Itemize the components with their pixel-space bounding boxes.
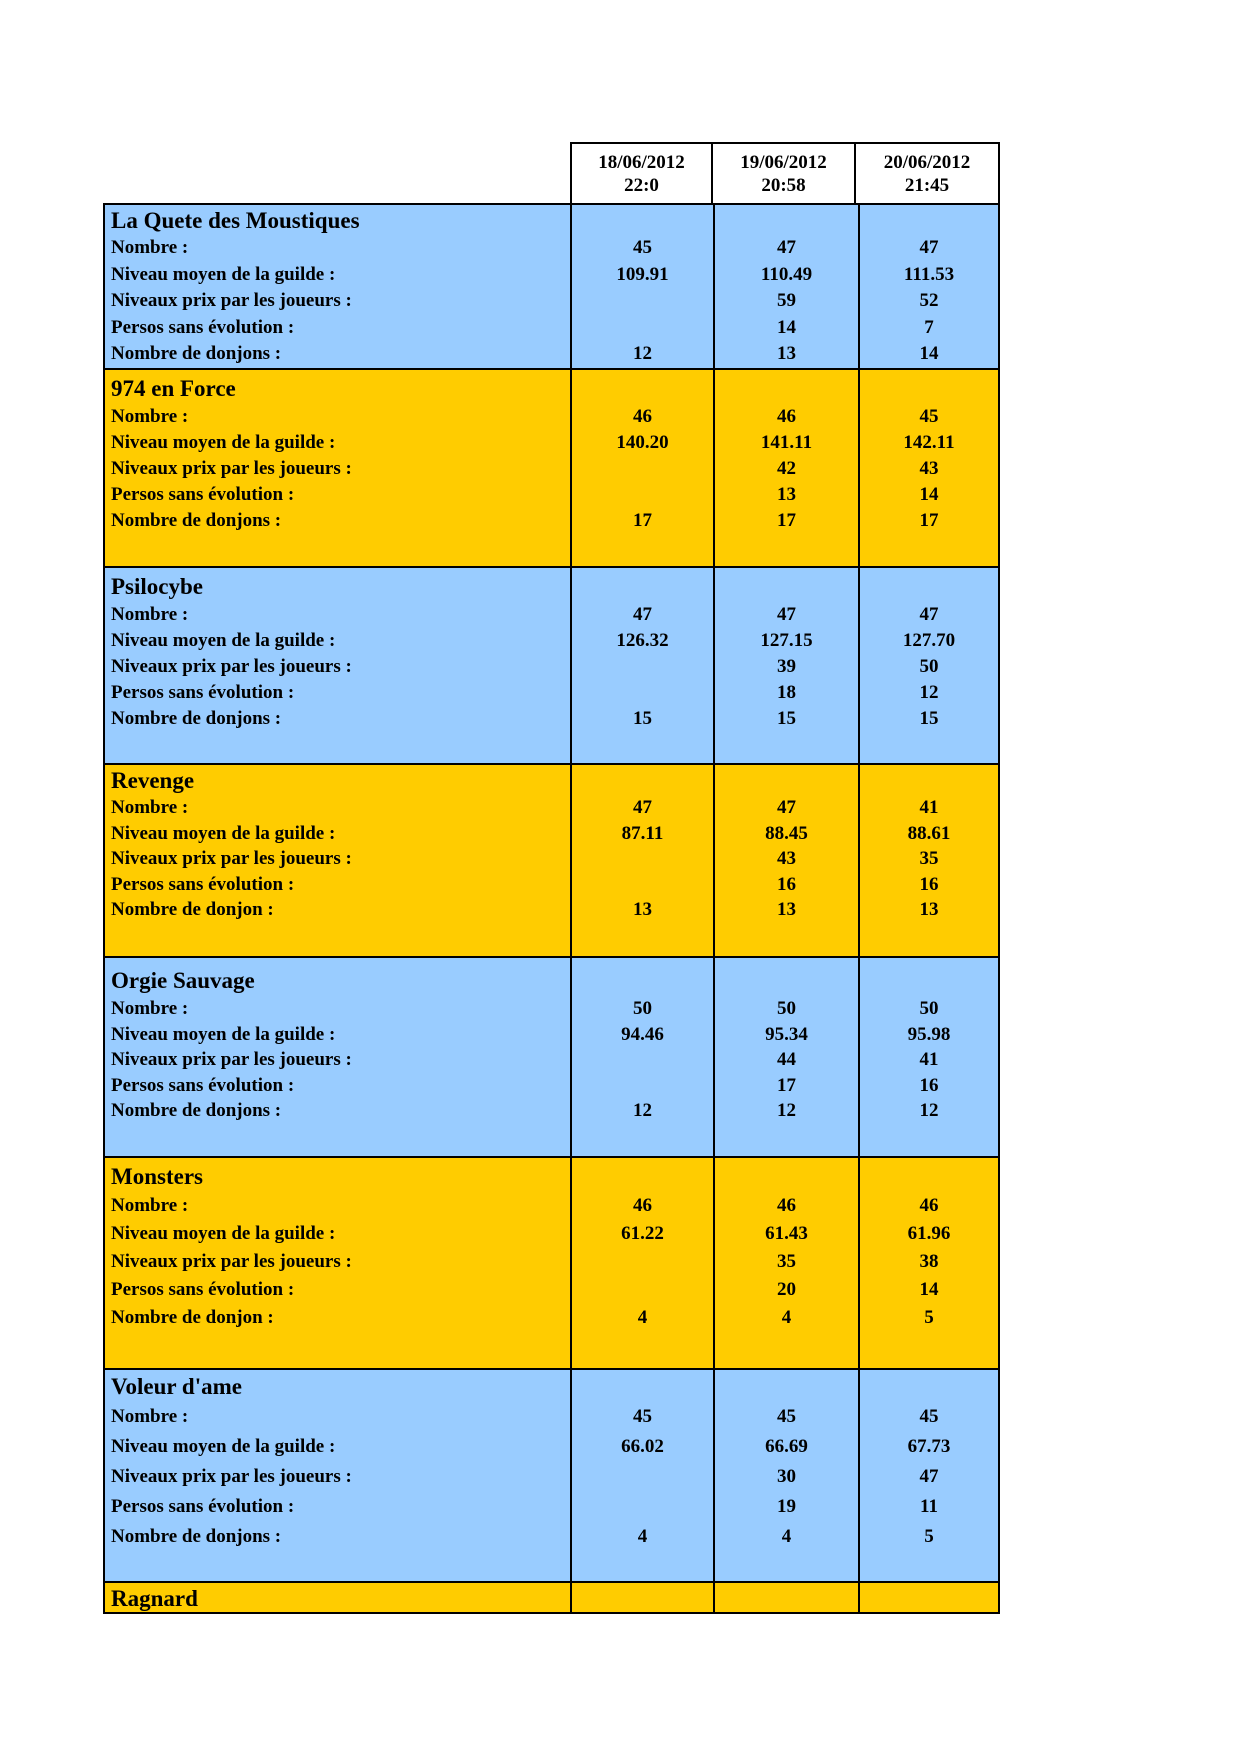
value-column-3 — [860, 765, 998, 956]
cell-value: 12 — [777, 1100, 796, 1121]
title-spacer — [715, 572, 858, 602]
cell-value: 17 — [777, 510, 796, 531]
guild-label-column — [105, 568, 572, 763]
row-label: Nombre : — [111, 604, 189, 625]
cell-value: 12 — [919, 682, 939, 703]
cell-value: 14 — [919, 484, 939, 505]
cell-value: 45 — [777, 1406, 796, 1427]
row-label: Nombre de donjons : — [111, 1526, 282, 1547]
row-label: Niveau moyen de la guilde : — [111, 1023, 336, 1045]
cell-value: 4 — [637, 1307, 648, 1328]
cell-value: 44 — [777, 1049, 796, 1070]
row-label: Niveaux prix par les joueurs : — [111, 290, 352, 311]
header-time: 20:58 — [761, 174, 806, 196]
cell-value: 45 — [919, 406, 939, 427]
cell-value: 46 — [633, 406, 652, 427]
cell-value: 46 — [777, 1195, 796, 1216]
cell-value: 13 — [777, 484, 796, 505]
title-spacer — [715, 1585, 858, 1613]
cell-value — [572, 872, 713, 898]
row-label: Niveaux prix par les joueurs : — [111, 1251, 352, 1272]
row-label: Persos sans évolution : — [111, 682, 295, 703]
cell-value — [572, 846, 713, 872]
cell-value: 50 — [633, 998, 652, 1019]
cell-value: 127.15 — [760, 630, 813, 651]
cell-value: 126.32 — [616, 630, 669, 651]
guild-name: Revenge — [111, 768, 195, 793]
cell-value: 46 — [777, 406, 796, 427]
cell-value: 16 — [919, 1074, 939, 1096]
row-label: Persos sans évolution : — [111, 1279, 295, 1300]
guild-name: Psilocybe — [111, 574, 203, 599]
guild-label-column — [105, 1370, 572, 1581]
row-label: Niveau moyen de la guilde : — [111, 630, 336, 651]
title-spacer — [572, 1162, 713, 1192]
value-column-2 — [715, 1158, 860, 1368]
guild-label-column — [105, 205, 572, 368]
title-spacer — [860, 207, 998, 235]
header-date: 19/06/2012 — [740, 151, 827, 173]
header-time: 22:0 — [624, 174, 659, 196]
cell-value: 12 — [633, 343, 652, 364]
cell-value: 14 — [919, 1279, 939, 1300]
cell-value — [572, 680, 713, 706]
cell-value: 18 — [777, 682, 796, 703]
cell-value: 14 — [777, 316, 796, 338]
cell-value: 38 — [919, 1251, 939, 1272]
value-column-1 — [572, 1158, 715, 1368]
title-spacer — [572, 572, 713, 602]
title-spacer — [715, 207, 858, 235]
row-label: Nombre : — [111, 406, 189, 427]
cell-value: 35 — [777, 1251, 796, 1272]
guild-name: La Quete des Moustiques — [111, 208, 360, 233]
cell-value: 39 — [777, 656, 796, 677]
cell-value: 66.69 — [765, 1436, 808, 1457]
cell-value: 15 — [919, 708, 939, 729]
header-time: 21:45 — [904, 174, 950, 196]
value-column-3 — [860, 568, 998, 763]
cell-value: 95.34 — [765, 1023, 808, 1045]
guild-section-revenge — [103, 763, 1000, 958]
cell-value: 15 — [633, 708, 652, 729]
row-label: Persos sans évolution : — [111, 484, 295, 505]
cell-value — [572, 654, 713, 680]
cell-value: 52 — [919, 290, 939, 311]
value-column-1 — [572, 765, 715, 956]
value-column-2 — [715, 1370, 860, 1581]
date-header-cell — [713, 144, 856, 203]
row-label: Nombre de donjon : — [111, 1307, 274, 1328]
cell-value: 45 — [633, 1406, 652, 1427]
cell-value: 50 — [919, 998, 939, 1019]
row-label: Niveau moyen de la guilde : — [111, 432, 336, 453]
cell-value: 13 — [919, 899, 939, 920]
title-spacer — [572, 374, 713, 404]
value-column-2 — [715, 958, 860, 1156]
date-header-row — [570, 142, 1000, 205]
cell-value: 140.20 — [616, 432, 669, 453]
cell-value: 17 — [919, 510, 939, 531]
value-column-1 — [572, 205, 715, 368]
value-column-3 — [860, 370, 998, 566]
cell-value: 47 — [919, 237, 939, 258]
cell-value: 66.02 — [621, 1436, 664, 1457]
row-label: Persos sans évolution : — [111, 1074, 295, 1096]
guild-label-column — [105, 1583, 572, 1612]
guild-section-974-en-force — [103, 368, 1000, 568]
cell-value: 12 — [919, 1100, 939, 1121]
guild-section-orgie-sauvage — [103, 956, 1000, 1158]
row-label: Niveau moyen de la guilde : — [111, 822, 336, 844]
cell-value: 5 — [924, 1526, 934, 1547]
row-label: Niveaux prix par les joueurs : — [111, 848, 352, 869]
cell-value: 45 — [919, 1406, 939, 1427]
cell-value: 20 — [777, 1279, 796, 1300]
cell-value: 15 — [777, 708, 796, 729]
date-header-cell — [572, 144, 713, 203]
cell-value — [572, 456, 713, 482]
cell-value — [572, 315, 713, 342]
guild-name: Voleur d'ame — [111, 1374, 242, 1399]
row-label: Nombre de donjons : — [111, 510, 282, 531]
cell-value — [572, 1248, 713, 1276]
cell-value — [572, 288, 713, 315]
header-date: 20/06/2012 — [883, 151, 971, 173]
cell-value: 88.45 — [765, 822, 808, 844]
cell-value: 61.43 — [765, 1223, 808, 1244]
cell-value: 50 — [919, 656, 939, 677]
row-label: Niveau moyen de la guilde : — [111, 1436, 336, 1457]
row-label: Nombre : — [111, 998, 189, 1019]
cell-value — [572, 1462, 713, 1492]
title-spacer — [572, 1372, 713, 1402]
row-label: Persos sans évolution : — [111, 873, 295, 895]
cell-value: 4 — [781, 1526, 792, 1547]
guild-stats-table — [103, 142, 1000, 1614]
cell-value: 14 — [919, 343, 939, 364]
cell-value: 47 — [777, 797, 796, 818]
cell-value: 50 — [777, 998, 796, 1019]
cell-value: 4 — [637, 1526, 648, 1547]
cell-value: 61.96 — [907, 1223, 951, 1244]
header-date: 18/06/2012 — [598, 151, 685, 173]
cell-value: 88.61 — [907, 822, 951, 844]
cell-value: 47 — [777, 237, 796, 258]
guild-section-ragnard — [103, 1581, 1000, 1614]
title-spacer — [572, 1585, 713, 1613]
value-column-2 — [715, 1583, 860, 1612]
value-column-2 — [715, 765, 860, 956]
cell-value: 4 — [781, 1307, 792, 1328]
guild-name: 974 en Force — [111, 376, 236, 401]
guild-section-voleur-dame — [103, 1368, 1000, 1583]
row-label: Nombre de donjon : — [111, 899, 274, 920]
value-column-2 — [715, 370, 860, 566]
date-header-cell — [856, 144, 998, 203]
cell-value: 5 — [924, 1307, 934, 1328]
row-label: Persos sans évolution : — [111, 1496, 295, 1517]
title-spacer — [860, 767, 998, 795]
guild-name: Monsters — [111, 1164, 203, 1189]
cell-value: 47 — [777, 604, 796, 625]
row-label: Nombre de donjons : — [111, 708, 282, 729]
title-spacer — [860, 966, 998, 996]
value-column-1 — [572, 958, 715, 1156]
cell-value: 12 — [633, 1100, 652, 1121]
cell-value: 16 — [919, 873, 939, 895]
cell-value: 94.46 — [621, 1023, 664, 1045]
value-column-3 — [860, 1370, 998, 1581]
cell-value: 41 — [919, 1049, 939, 1070]
title-spacer — [715, 1162, 858, 1192]
cell-value: 111.53 — [903, 263, 955, 285]
cell-value: 47 — [919, 1466, 939, 1487]
cell-value: 7 — [924, 316, 934, 338]
cell-value — [572, 1073, 713, 1099]
guild-section-monsters — [103, 1156, 1000, 1370]
cell-value: 47 — [919, 604, 939, 625]
value-column-3 — [860, 205, 998, 368]
title-spacer — [860, 572, 998, 602]
row-label: Niveaux prix par les joueurs : — [111, 656, 352, 677]
cell-value: 13 — [777, 343, 796, 364]
value-column-1 — [572, 370, 715, 566]
row-label: Nombre : — [111, 797, 189, 818]
row-label: Nombre : — [111, 237, 189, 258]
cell-value: 13 — [777, 899, 796, 920]
value-column-2 — [715, 568, 860, 763]
cell-value: 11 — [920, 1496, 938, 1517]
cell-value: 30 — [777, 1466, 796, 1487]
value-column-1 — [572, 1370, 715, 1581]
cell-value: 16 — [777, 873, 796, 895]
cell-value: 67.73 — [907, 1436, 951, 1457]
cell-value: 19 — [777, 1496, 796, 1517]
title-spacer — [715, 1372, 858, 1402]
cell-value — [572, 1276, 713, 1304]
title-spacer — [572, 966, 713, 996]
cell-value: 17 — [633, 510, 652, 531]
cell-value: 47 — [633, 797, 652, 818]
row-label: Niveaux prix par les joueurs : — [111, 1049, 352, 1070]
title-spacer — [860, 1372, 998, 1402]
value-column-2 — [715, 205, 860, 368]
cell-value: 95.98 — [907, 1023, 951, 1045]
title-spacer — [860, 1162, 998, 1192]
title-spacer — [715, 767, 858, 795]
cell-value: 142.11 — [903, 432, 955, 453]
row-label: Nombre de donjons : — [111, 1100, 282, 1121]
guild-label-column — [105, 1158, 572, 1368]
row-label: Nombre : — [111, 1195, 189, 1216]
cell-value: 13 — [633, 899, 652, 920]
cell-value: 109.91 — [616, 263, 669, 285]
value-column-1 — [572, 1583, 715, 1612]
cell-value — [572, 482, 713, 508]
cell-value: 43 — [919, 458, 939, 479]
guild-name: Ragnard — [111, 1586, 198, 1611]
cell-value: 141.11 — [760, 432, 813, 453]
cell-value: 45 — [633, 237, 652, 258]
guild-name: Orgie Sauvage — [111, 968, 255, 993]
cell-value: 110.49 — [760, 263, 813, 285]
row-label: Nombre : — [111, 1406, 189, 1427]
row-label: Niveau moyen de la guilde : — [111, 1223, 336, 1244]
guild-label-column — [105, 765, 572, 956]
cell-value: 43 — [777, 848, 796, 869]
row-label: Nombre de donjons : — [111, 343, 282, 364]
cell-value: 127.70 — [902, 630, 956, 651]
title-spacer — [572, 207, 713, 235]
cell-value: 41 — [919, 797, 939, 818]
row-label: Niveaux prix par les joueurs : — [111, 1466, 352, 1487]
value-column-3 — [860, 1158, 998, 1368]
cell-value: 46 — [919, 1195, 939, 1216]
guild-section-la-quete-des-moustiques — [103, 203, 1000, 370]
title-spacer — [715, 966, 858, 996]
cell-value: 87.11 — [621, 822, 664, 844]
guild-section-psilocybe — [103, 566, 1000, 765]
cell-value — [572, 1047, 713, 1073]
cell-value: 42 — [777, 458, 796, 479]
value-column-3 — [860, 958, 998, 1156]
row-label: Persos sans évolution : — [111, 316, 295, 338]
title-spacer — [715, 374, 858, 404]
title-spacer — [860, 1585, 998, 1613]
cell-value: 61.22 — [621, 1223, 664, 1244]
value-column-1 — [572, 568, 715, 763]
cell-value — [572, 1492, 713, 1522]
title-spacer — [572, 767, 713, 795]
guild-label-column — [105, 958, 572, 1156]
cell-value: 35 — [919, 848, 939, 869]
value-column-3 — [860, 1583, 998, 1612]
row-label: Niveaux prix par les joueurs : — [111, 458, 352, 479]
cell-value: 47 — [633, 604, 652, 625]
cell-value: 17 — [777, 1074, 796, 1096]
cell-value: 46 — [633, 1195, 652, 1216]
row-label: Niveau moyen de la guilde : — [111, 263, 336, 285]
title-spacer — [860, 374, 998, 404]
guild-label-column — [105, 370, 572, 566]
cell-value: 59 — [777, 290, 796, 311]
